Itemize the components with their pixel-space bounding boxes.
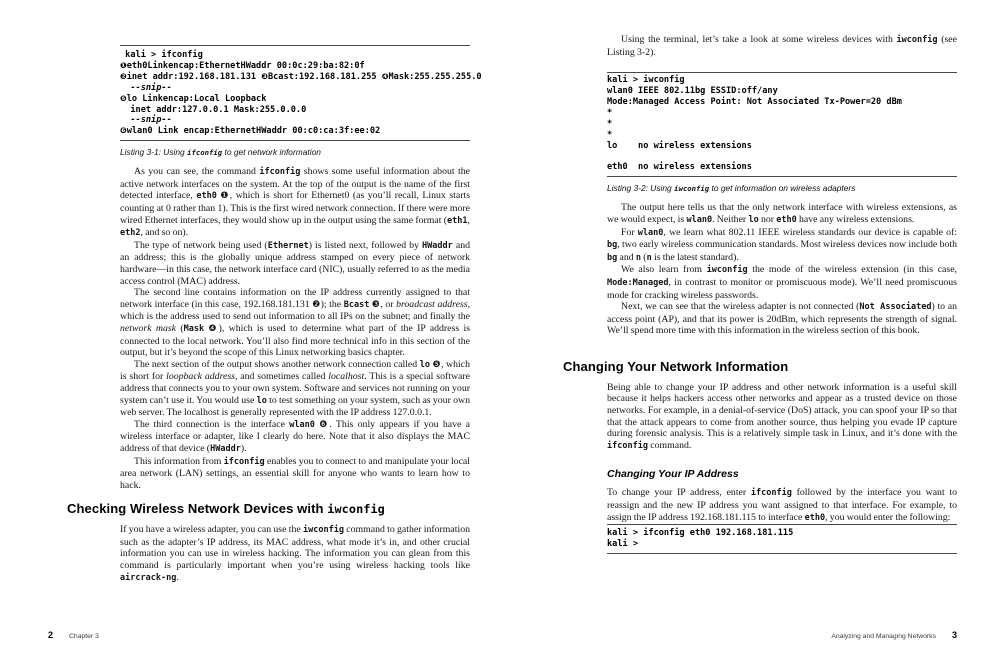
inline-code: ifconfig bbox=[187, 148, 223, 158]
inline-code: wlan0 bbox=[289, 419, 315, 430]
paragraph: Using the terminal, let’s take a look at some wireless devices with iwconfig (see Listing 3-2). bbox=[607, 34, 958, 58]
inline-code: eth2 bbox=[120, 228, 141, 239]
paragraph: We also learn from iwconfig the mode of the wireless extension (in this case, Mode:Managed, in contrast to monitor or promiscuous mode). We’ll need promiscuous mode for cracking wireless passwords. bbox=[607, 264, 957, 301]
inline-code: iwconfig bbox=[302, 525, 344, 536]
code-line bbox=[120, 83, 470, 94]
inline-code: ifconfig bbox=[607, 440, 649, 451]
page-footer-left bbox=[48, 630, 99, 640]
circled-number: ❺ bbox=[432, 359, 442, 370]
paragraph: Next, we can see that the wireless adapter is not connected (Not Associated) to an access point (AP), and that its power is 20dBm, which represents the strength of signal. We’ll spend more time with this information in the wireless section of this book. bbox=[607, 301, 958, 337]
code-line: kali > ifconfig eth0 192.168.181.115 bbox=[607, 528, 794, 539]
paragraph: If you have a wireless adapter, you can use the iwconfig command to gather information such as the adapter’s IP address, its MAC address, what mode it’s in, and other crucial information you can use in wireless hacking. The information you can glean from this command is particularly important when you’re using wireless hacking tools like aircrack-ng. bbox=[120, 524, 471, 583]
circled-number: ❸ bbox=[371, 299, 381, 310]
circled-number: ❷ bbox=[312, 299, 321, 310]
inline-code: eth1 bbox=[447, 215, 468, 226]
right-text-column bbox=[563, 34, 958, 554]
body-paragraph-changing-info bbox=[607, 382, 957, 453]
paragraph: This information from ifconfig enables you to connect to and manipulate your local area network (LAN) settings, an essential skill for anyone who wants to learn how to hack. bbox=[120, 455, 470, 491]
code-line: * bbox=[607, 107, 613, 118]
inline-code: wlan0 bbox=[637, 227, 664, 238]
code-line: ❺lo Linkencap:Local Loopback bbox=[120, 93, 267, 104]
horizontal-rule bbox=[607, 176, 957, 177]
italic-text: network mask bbox=[120, 322, 177, 334]
page-footer-right bbox=[831, 630, 957, 640]
section-heading-changing-network-info: Changing Your Network Information bbox=[563, 358, 789, 374]
inline-code: Mask bbox=[183, 323, 205, 334]
inline-code: eth0 bbox=[804, 512, 826, 523]
paragraph: The output here tells us that the only network interface with wireless extensions, as we would expect, is wlan0. Neither lo nor eth0 have any wireless extensions. bbox=[607, 202, 957, 225]
italic-text: --snip-- bbox=[120, 115, 172, 126]
inline-code: ifconfig bbox=[259, 167, 301, 178]
code-line: eth0 no wireless extensions bbox=[607, 162, 752, 173]
code-line: ❻wlan0 Link encap:EthernetHWaddr 00:c0:ca:3f:ee:02 bbox=[120, 126, 381, 137]
horizontal-rule bbox=[120, 45, 470, 46]
circled-number: ❹ bbox=[208, 323, 219, 334]
left-text-column bbox=[67, 45, 482, 584]
code-line: * bbox=[607, 129, 613, 140]
circled-number: ❷ bbox=[120, 71, 127, 81]
code-line: kali > iwconfig bbox=[607, 75, 685, 86]
circled-number: ❻ bbox=[319, 419, 330, 430]
horizontal-rule bbox=[120, 140, 470, 141]
inline-code: iwconfig bbox=[327, 502, 385, 517]
inline-code: lo bbox=[748, 214, 759, 225]
inline-code: Bcast bbox=[343, 299, 370, 310]
listing-3-1-caption: Listing 3-1: Using ifconfig to get network information bbox=[120, 147, 321, 158]
page-number: 2 bbox=[48, 630, 54, 640]
inline-code: aircrack-ng bbox=[120, 572, 177, 583]
code-line: wlan0 IEEE 802.11bg ESSID:off/any bbox=[607, 86, 778, 97]
horizontal-rule bbox=[607, 72, 957, 73]
inline-code: iwconfig bbox=[706, 265, 748, 276]
circled-number: ❺ bbox=[120, 93, 127, 103]
inline-code: eth0 bbox=[776, 214, 797, 225]
italic-text: --snip-- bbox=[120, 82, 172, 93]
body-paragraphs-ifconfig bbox=[120, 166, 470, 491]
italic-text: loopback address bbox=[166, 371, 235, 383]
paragraph: As you can see, the command ifconfig shows some useful information about the active network interfaces on the system. At the top of the output is the name of the first detected interface, eth0 ❶, which is short for Ethernet0 (as you’ll recall, Linux starts counting at 0 rather than 1). This is the first wired network connection. If there were more wired Ethernet interfaces, they would show up in the output using the same format (eth1, eth2, and so on). bbox=[120, 166, 471, 239]
italic-text: localhost bbox=[328, 371, 365, 383]
listing-ifconfig-change-ip bbox=[607, 528, 957, 550]
inline-code: Ethernet bbox=[267, 240, 309, 251]
circled-number: ❻ bbox=[120, 126, 127, 136]
circled-number: ❶ bbox=[220, 191, 230, 202]
body-paragraphs-iwconfig-output bbox=[607, 202, 957, 337]
code-line bbox=[607, 152, 957, 163]
subsection-heading-changing-ip: Changing Your IP Address bbox=[607, 468, 739, 481]
inline-code: n bbox=[635, 252, 642, 263]
code-line: ❶eth0Linkencap:EthernetHWaddr 00:0c:29:ba:82:0f bbox=[120, 60, 365, 71]
code-line: kali > ifconfig bbox=[120, 50, 203, 60]
running-footer-chapter-title: Analyzing and Managing Networks bbox=[831, 633, 936, 640]
inline-code: n bbox=[646, 252, 652, 263]
inline-code: wlan0 bbox=[686, 214, 713, 225]
paragraph: The second line contains information on the IP address currently assigned to that network interface (in this case, 192.168.181.131 ❷); the Bcast ❸, or broadcast address, which is the address used to send out information to all IPs on the subnet; and finally the network mask (Mask ❹), which is used to determine what part of the IP address is connected to the local network. You’ll also find more technical info in this section of the output, but it’s beyond the scope of this Linux networking basics chapter. bbox=[120, 287, 471, 359]
page-number: 3 bbox=[951, 630, 957, 640]
code-line: ❷inet addr:192.168.181.131 ❸Bcast:192.168.181.255 ❹Mask:255.255.255.0 bbox=[120, 71, 482, 82]
inline-code: HWaddr bbox=[210, 443, 241, 454]
inline-code: iwconfig bbox=[896, 35, 938, 45]
inline-code: iwconfig bbox=[674, 184, 710, 194]
inline-code: Not Associated bbox=[859, 302, 932, 313]
listing-3-2-caption: Listing 3-2: Using iwconfig to get information on wireless adapters bbox=[607, 183, 856, 194]
inline-code: bg bbox=[607, 240, 618, 251]
inline-code: lo bbox=[419, 359, 431, 370]
paragraph: For wlan0, we learn what 802.11 IEEE wireless standards our device is capable of: bg, two early wireless communication standards. Most wireless devices now include both bg and n (n is the latest standard). bbox=[607, 226, 957, 263]
paragraph: Being able to change your IP address and other network information is a useful skill because it helps hackers access other networks and appear as a trusted device on those networks. For example, in a denial-of-service (DoS) attack, you can spoof your IP so that that the attack appears to come from another source, thus helping you evade IP capture during forensic analysis. This is a relatively simple task in Linux, and it’s done with the ifconfig command. bbox=[607, 381, 957, 451]
paragraph: The next section of the output shows another network connection called lo ❺, which is short for loopback address, and sometimes called localhost. This is a special software address that connects you to your own system. Software and services not running on your system can’t use it. You would use lo to test something on your system, such as your own web server. The localhost is generally represented with the IP address 127.0.0.1. bbox=[120, 358, 471, 419]
code-line: lo no wireless extensions bbox=[607, 140, 752, 151]
page-right bbox=[500, 0, 1000, 660]
paragraph: The third connection is the interface wlan0 ❻. This only appears if you have a wireless interface or adapter, like I clearly do here. Note that it also displays the MAC address of that device (HWaddr). bbox=[120, 418, 470, 454]
code-line: Mode:Managed Access Point: Not Associated Tx-Power=20 dBm bbox=[607, 97, 902, 107]
listing-3-2-code bbox=[607, 75, 957, 173]
body-paragraph-change-ip bbox=[607, 487, 957, 524]
running-footer-chapter: Chapter 3 bbox=[69, 633, 99, 640]
paragraph: To change your IP address, enter ifconfig followed by the interface you want to reassign and the new IP address you want assigned to that interface. For example, to assign the IP address 192.168.181.115 to interface eth0, you would enter the following: bbox=[607, 487, 957, 523]
circled-number: ❶ bbox=[120, 60, 127, 70]
body-paragraph-terminal-intro bbox=[607, 34, 957, 58]
circled-number: ❸ bbox=[261, 71, 268, 81]
code-line: inet addr:127.0.0.1 Mask:255.0.0.0 bbox=[120, 104, 307, 115]
code-line: kali > bbox=[607, 539, 639, 550]
circled-number: ❹ bbox=[381, 71, 389, 81]
paragraph: The type of network being used (Ethernet) is listed next, followed by HWaddr and an address; this is the globally unique address stamped on every piece of network hardware—in this case, the network interface card (NIC), usually referred to as the media access control (MAC) address. bbox=[120, 239, 470, 287]
code-line bbox=[120, 115, 470, 126]
code-line: * bbox=[607, 118, 613, 129]
horizontal-rule bbox=[607, 524, 957, 525]
inline-code: bg bbox=[607, 252, 618, 263]
inline-code: ifconfig bbox=[223, 456, 265, 467]
horizontal-rule bbox=[607, 553, 957, 554]
inline-code: eth0 bbox=[196, 191, 217, 202]
body-paragraphs-iwconfig-intro bbox=[120, 524, 470, 584]
inline-code: lo bbox=[256, 395, 267, 406]
inline-code: ifconfig bbox=[750, 488, 792, 499]
inline-code: Mode:Managed bbox=[607, 277, 669, 288]
section-heading-checking-wireless: Checking Wireless Network Devices with iwconfig bbox=[67, 501, 385, 517]
listing-3-1-code bbox=[120, 50, 482, 137]
inline-code: HWaddr bbox=[422, 240, 453, 251]
italic-text: broadcast address bbox=[396, 298, 468, 310]
